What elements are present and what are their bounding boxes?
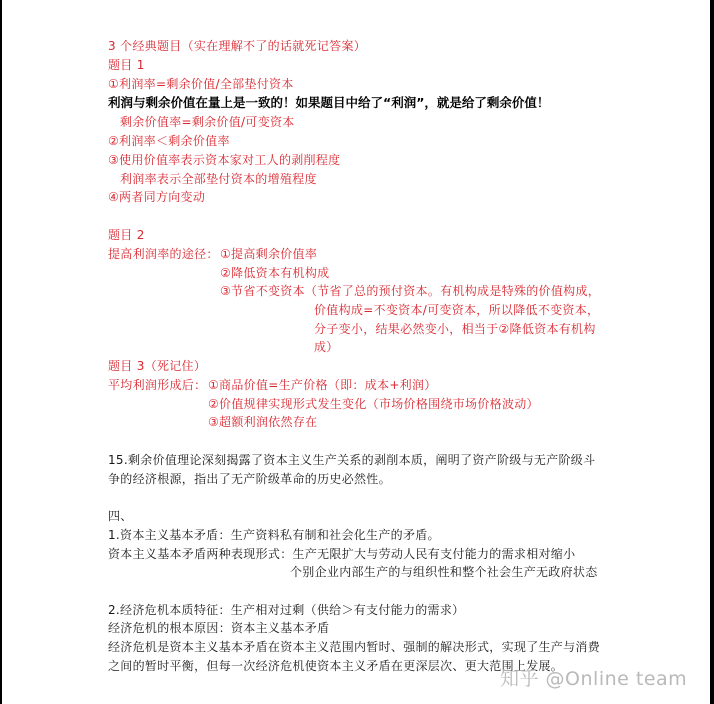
q2-item-3-cont-3: 成） [314, 340, 339, 354]
section-4-point-4: 经济危机的根本原因：资本主义基本矛盾 [108, 621, 330, 635]
q2-item-3-cont-1: 价值构成=不变资本/可变资本，所以降低不变资本， [314, 303, 600, 317]
q1-line-2: 剩余价值率=剩余价值/可变资本 [120, 115, 295, 129]
q2-item-3-cont-2: 分子变小，结果必然变小，相当于②降低资本有机构 [314, 322, 596, 336]
q2-item-2: ②降低资本有机构成 [220, 266, 330, 280]
q1-line-6: ④两者同方向变动 [108, 190, 206, 204]
para-15-line-1: 15.剩余价值理论深刻揭露了资本主义生产关系的剥削本质，阐明了资产阶级与无产阶级斗 [108, 453, 596, 467]
section-4-point-3: 2.经济危机本质特征：生产相对过剩（供给＞有支付能力的需求） [108, 603, 465, 617]
q1-bold-note: 利润与剩余价值在量上是一致的！如果题目中给了“利润”，就是给了剩余价值！ [108, 95, 550, 110]
q1-line-4: ③使用价值率表示资本家对工人的剥削程度 [108, 153, 341, 167]
zhihu-watermark: 知乎 @Online team [500, 668, 688, 690]
section-4-point-5-cont: 之间的暂时平衡，但每一次经济危机使资本主义矛盾在更深层次、更大范围上发展。 [108, 659, 564, 673]
section-4-point-2: 资本主义基本矛盾两种表现形式：生产无限扩大与劳动人民有支付能力的需求相对缩小 [108, 547, 576, 561]
section-4-heading: 四、 [108, 509, 133, 523]
q1-line-3: ②利润率＜剩余价值率 [108, 134, 230, 148]
para-15-line-2: 争的经济根源，指出了无产阶级革命的历史必然性。 [108, 472, 391, 486]
q3-item-2: ②价值规律实现形式发生变化（市场价格围绕市场价格波动） [208, 397, 539, 411]
question-1-title: 题目 1 [108, 58, 145, 72]
right-border [710, 0, 714, 704]
q1-line-1: ①利润率=剩余价值/全部垫付资本 [108, 77, 294, 91]
q2-item-3: ③节省不变资本（节省了总的预付资本。有机构成是特殊的价值构成， [220, 284, 601, 298]
q3-label: 平均利润形成后： [108, 378, 207, 392]
q3-item-1: ①商品价值=生产价格（即：成本+利润） [208, 378, 437, 392]
q1-line-5: 利润率表示全部垫付资本的增殖程度 [120, 172, 317, 186]
q3-item-3: ③超额利润依然存在 [208, 415, 318, 429]
section-4-point-5: 经济危机是资本主义基本矛盾在资本主义范围内暂时、强制的解决形式，实现了生产与消费 [108, 640, 601, 654]
q2-label: 提高利润率的途径： [108, 247, 219, 261]
section-4-point-2-cont: 个别企业内部生产的与组织性和整个社会生产无政府状态 [290, 565, 598, 579]
section-heading: 3 个经典题目（实在理解不了的话就死记答案） [108, 39, 367, 53]
section-4-point-1: 1.资本主义基本矛盾：生产资料私有制和社会化生产的矛盾。 [108, 528, 440, 542]
q2-item-1: ①提高剩余价值率 [220, 247, 318, 261]
question-2-title: 题目 2 [108, 228, 145, 242]
question-3-title: 题目 3（死记住） [108, 359, 207, 373]
